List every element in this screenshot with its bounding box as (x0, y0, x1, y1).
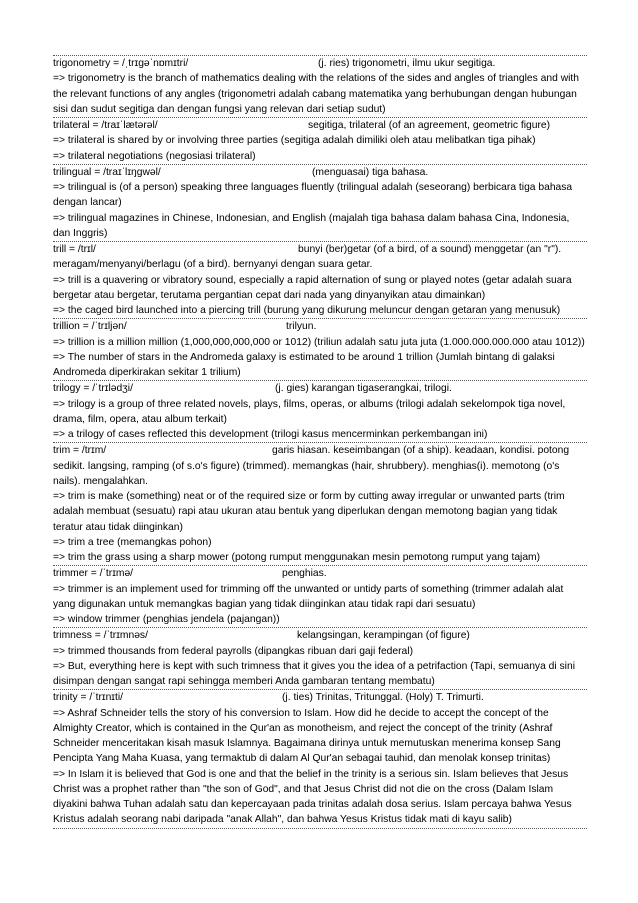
entry-line: => In Islam it is believed that God is one and that the belief in the trinity is a serious sin. Islam believes that Jesus Christ was a prophet rather than "the son of God", and that Jesus Christ did not die on the cross (Dalam Islam diyakini bahwa Tuhan adalah satu dan kepercayaan pada trinitas adalah dosa serius. Islam percaya bahwa Yesus Kristus adalah seorang nabi daripada "anak Allah", dan bahwa Yesus Kristus tidak mati di kayu salib) (53, 768, 572, 826)
entry-line: => trilogy is a group of three related novels, plays, films, operas, or albums (trilogi adalah sekelompok tiga novel, drama, film, opera, atau album terkait) (53, 398, 566, 425)
entry-term: trilingual = /traɪˈlɪŋɡwəl/ (53, 166, 161, 178)
entry-headline (53, 118, 587, 133)
entry-line: => trilingual is (of a person) speaking three languages fluently (trilingual adalah (seseorang) berbicara tiga bahasa dengan lancar) (53, 182, 573, 209)
entry-line: => trilingual magazines in Chinese, Indonesian, and English (majalah tiga bahasa dalam bahasa Cina, Indonesia, dan Inggris) (53, 212, 570, 239)
entry-definition: penghias. (282, 568, 327, 580)
entry-line: => trillion is a million million (1,000,000,000,000 or 1012) (triliun adalah satu juta juta (1.000.000.000.000 atau 1012)) (53, 336, 585, 348)
entry-line: => trim the grass using a sharp mower (potong rumput menggunakan mesin pemotong rumput yang tajam) (53, 552, 541, 563)
entry-term: trigonometry = /ˌtrɪɡəˈnɒmɪtri/ (53, 58, 189, 69)
entry-line: sedikit. langsing, ramping (of s.o's figure) (trimmed). memangkas (hair, shrubbery). menghias(i). memotong (o's nails). mengalahkan. (53, 460, 560, 487)
entry-definition: (j. ties) Trinitas, Tritunggal. (Holy) T. Trimurti. (282, 692, 484, 704)
entry-definition: (j. gies) karangan tigaserangkai, trilogi. (275, 383, 452, 395)
entry-term: trinity = /ˈtrɪnɪti/ (53, 692, 123, 704)
entry-definition: garis hiasan. keseimbangan (of a ship). keadaan, kondisi. potong (272, 445, 570, 457)
entry-term: trim = /trɪm/ (53, 445, 107, 457)
entry-line: => trimmer is an implement used for trimming off the unwanted or untidy parts of something (trimmer adalah alat yang digunakan untuk memangkas bagian yang tidak diinginkan atau tidak rapi dari sesuatu) (53, 583, 564, 610)
dictionary-entry (53, 565, 587, 627)
dictionary-entry (53, 241, 587, 318)
entry-headline (53, 319, 587, 334)
entry-term: trillion = /ˈtrɪljən/ (53, 321, 127, 333)
entry-term: trimness = /ˈtrɪmnəs/ (53, 630, 148, 642)
dictionary-entry (53, 689, 587, 828)
entry-line: => trilateral negotiations (negosiasi trilateral) (53, 150, 256, 162)
dictionary-entry (53, 380, 587, 442)
entry-definition: bunyi (ber)getar (of a bird, of a sound) menggetar (an "r"). (298, 244, 562, 255)
entry-term: trilogy = /ˈtrɪlədʒi/ (53, 383, 133, 395)
dictionary-entry (53, 627, 587, 689)
entry-line: => trim is make (something) neat or of the required size or form by cutting away irregular or unwanted parts (trim adalah membuat (sesuatu) rapi atau ukuran atau bentuk yang diperlukan dengan memotong bagian yang tidak teratur atau tidak diinginkan) (53, 491, 565, 533)
entry-line: => The number of stars in the Andromeda galaxy is estimated to be around 1 trillion (Jumlah bintang di galaksi Andromeda diperkirakan sekitar 1 trilium) (53, 351, 555, 378)
entry-line: => the caged bird launched into a piercing trill (burung yang dikurung meluncur dengan getaran yang menusuk) (53, 305, 561, 316)
entry-headline (53, 242, 587, 257)
entry-line: => trigonometry is the branch of mathematics dealing with the relations of the sides and angles of triangles and with the relevant functions of any angles (trigonometri adalah cabang matematika yang berhubungan dengan hubungan sisi dan sudut segitiga dan dengan fungsi yang relevan dari setiap sudut) (53, 73, 580, 115)
dictionary-entry (53, 318, 587, 380)
entry-headline (53, 628, 587, 643)
dictionary-page (53, 55, 587, 829)
entry-definition: kelangsingan, kerampingan (of figure) (297, 630, 470, 642)
entry-line: => trim a tree (memangkas pohon) (53, 536, 212, 548)
entry-definition: trilyun. (286, 321, 317, 333)
entry-headline (53, 566, 587, 581)
dictionary-entry (53, 164, 587, 241)
dictionary-entry (53, 117, 587, 164)
dictionary-entry (53, 442, 587, 565)
entry-headline (53, 690, 587, 705)
entry-line: meragam/menyanyi/berlagu (of a bird). bernyanyi dengan suara getar. (53, 259, 373, 271)
entry-line: => trimmed thousands from federal payrolls (dipangkas ribuan dari gaji federal) (53, 645, 414, 657)
entry-headline (53, 381, 587, 396)
entry-term: trill = /trɪl/ (53, 244, 96, 255)
entry-term: trilateral = /traɪˈlætərəl/ (53, 120, 158, 131)
entry-term: trimmer = /ˈtrɪmə/ (53, 568, 134, 580)
entry-headline (53, 443, 587, 458)
entry-definition: (j. ries) trigonometri, ilmu ukur segitiga. (318, 58, 496, 69)
entry-headline (53, 165, 587, 180)
entry-line: => trill is a quavering or vibratory sound, especially a rapid alternation of sung or played notes (getar adalah suara bergetar atau bergetar, terutama pergantian cepat dari nada yang dinyanyikan atau dimainkan) (53, 274, 572, 301)
dictionary-entry (53, 55, 587, 117)
entry-definition: (menguasai) tiga bahasa. (312, 166, 429, 178)
entry-line: => But, everything here is kept with such trimness that it gives you the idea of a petrifaction (Tapi, semuanya di sini disimpan dengan sangat rapi sehingga memberi Anda gambaran tentang membatu) (53, 660, 575, 687)
entry-headline (53, 56, 587, 71)
entry-line: => trilateral is shared by or involving three parties (segitiga adalah dimiliki oleh atau melibatkan tiga pihak) (53, 135, 536, 147)
entry-line: => window trimmer (penghias jendela (pajangan)) (53, 614, 280, 625)
entry-line: => a trilogy of cases reflected this development (trilogi kasus mencerminkan perkembangan ini) (53, 429, 488, 440)
entry-definition: segitiga, trilateral (of an agreement, geometric figure) (308, 120, 551, 131)
entry-line: => Ashraf Schneider tells the story of his conversion to Islam. How did he decide to accept the concept of the Almighty Creator, which is contained in the Qur'an as monotheism, and reject the concept of the trinity (Ashraf Schneider menceritakan kisah masuk Islamnya. Bagaimana dirinya untuk memutuskan menerima konsep Sang Pencipta Yang Maha Kuasa, yang termaktub di dalam Al Qur'an sebagai tauhid, dan menolak konsep trinitas) (53, 707, 561, 765)
